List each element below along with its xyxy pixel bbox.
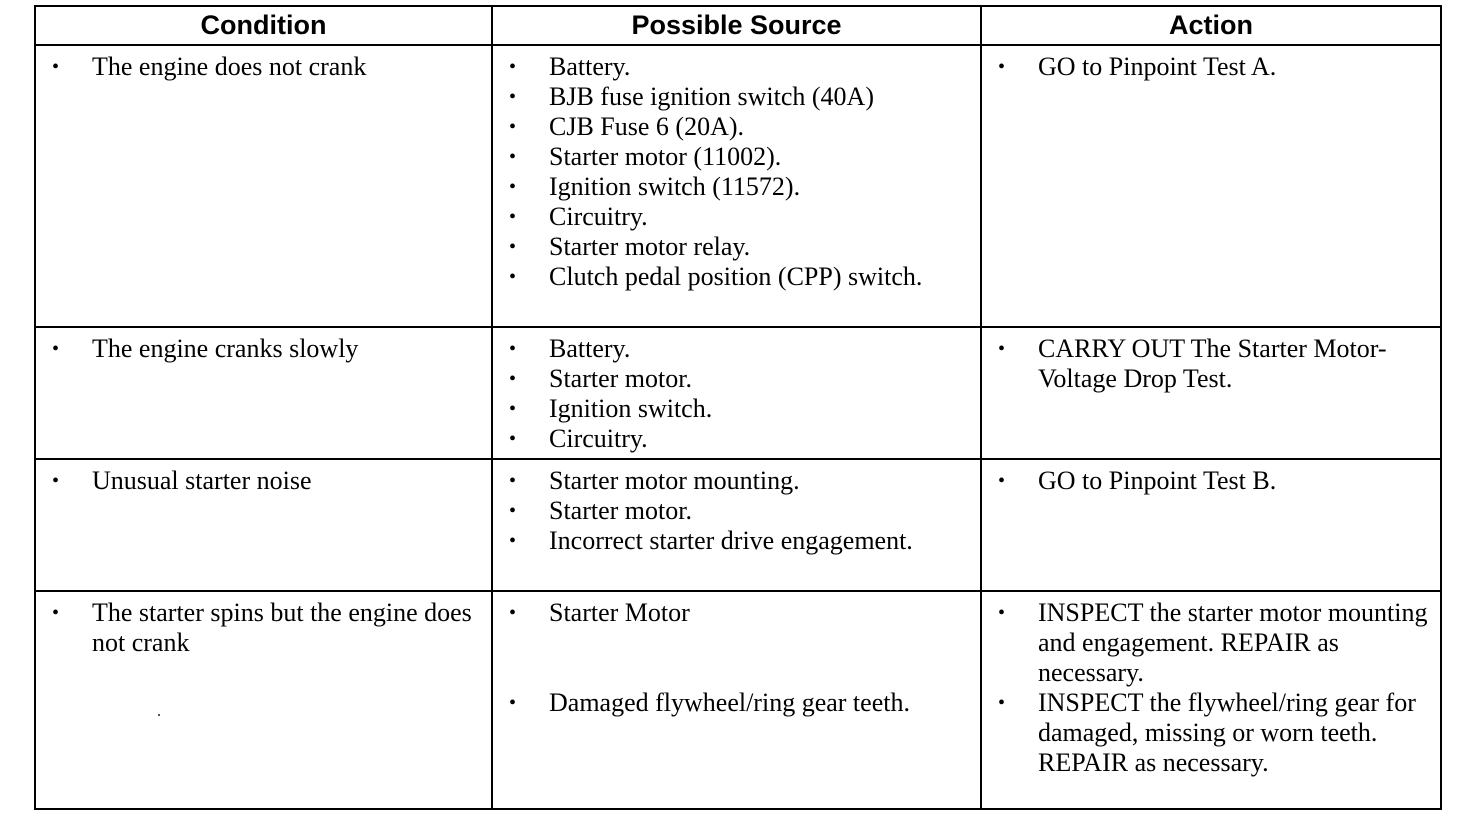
source-item: • Clutch pedal position (CPP) switch.: [503, 262, 976, 292]
scan-speck: [158, 714, 160, 716]
condition-cell: [35, 459, 492, 591]
action-item: • GO to Pinpoint Test A.: [992, 52, 1436, 82]
header-action: Action: [981, 6, 1441, 45]
condition-item: • The engine cranks slowly: [46, 334, 487, 364]
action-item: • GO to Pinpoint Test B.: [992, 466, 1436, 496]
header-possible-source: Possible Source: [492, 6, 981, 45]
action-cell: [981, 45, 1441, 327]
action-item: • INSPECT the starter motor mounting and engagement. REPAIR as necessary.: [992, 598, 1436, 688]
condition-cell: [35, 591, 492, 809]
source-item: • Starter motor.: [503, 496, 976, 526]
action-cell: [981, 591, 1441, 809]
source-item: • Starter motor (11002).: [503, 142, 976, 172]
source-item: • Battery.: [503, 52, 976, 82]
source-item: • Battery.: [503, 334, 976, 364]
source-item: • Starter motor.: [503, 364, 976, 394]
condition-item: • The starter spins but the engine does not crank: [46, 598, 487, 658]
source-item: • Circuitry.: [503, 202, 976, 232]
source-item: • Ignition switch (11572).: [503, 172, 976, 202]
table-row: [35, 45, 1441, 327]
action-cell: [981, 327, 1441, 459]
condition-item: • Unusual starter noise: [46, 466, 487, 496]
source-item: • Starter Motor: [503, 598, 976, 628]
action-item: • CARRY OUT The Starter Motor-Voltage Drop Test.: [992, 334, 1436, 394]
source-cell: [492, 459, 981, 591]
source-item: • Circuitry.: [503, 424, 976, 454]
table-row: [35, 327, 1441, 459]
source-item: • BJB fuse ignition switch (40A): [503, 82, 976, 112]
source-cell: [492, 591, 981, 809]
source-item: • Ignition switch.: [503, 394, 976, 424]
diagnosis-table: [34, 5, 1442, 810]
source-item: • Starter motor mounting.: [503, 466, 976, 496]
condition-item: • The engine does not crank: [46, 52, 487, 82]
header-condition: Condition: [35, 6, 492, 45]
action-item: • INSPECT the flywheel/ring gear for damaged, missing or worn teeth. REPAIR as necessary.: [992, 688, 1436, 778]
source-item: • Starter motor relay.: [503, 232, 976, 262]
source-cell: [492, 327, 981, 459]
source-cell: [492, 45, 981, 327]
source-item: • Damaged flywheel/ring gear teeth.: [503, 688, 976, 718]
condition-cell: [35, 45, 492, 327]
header-row: [35, 6, 1441, 45]
action-cell: [981, 459, 1441, 591]
source-item: • CJB Fuse 6 (20A).: [503, 112, 976, 142]
source-item: • Incorrect starter drive engagement.: [503, 526, 976, 556]
table-row: [35, 591, 1441, 809]
table-row: [35, 459, 1441, 591]
condition-cell: [35, 327, 492, 459]
